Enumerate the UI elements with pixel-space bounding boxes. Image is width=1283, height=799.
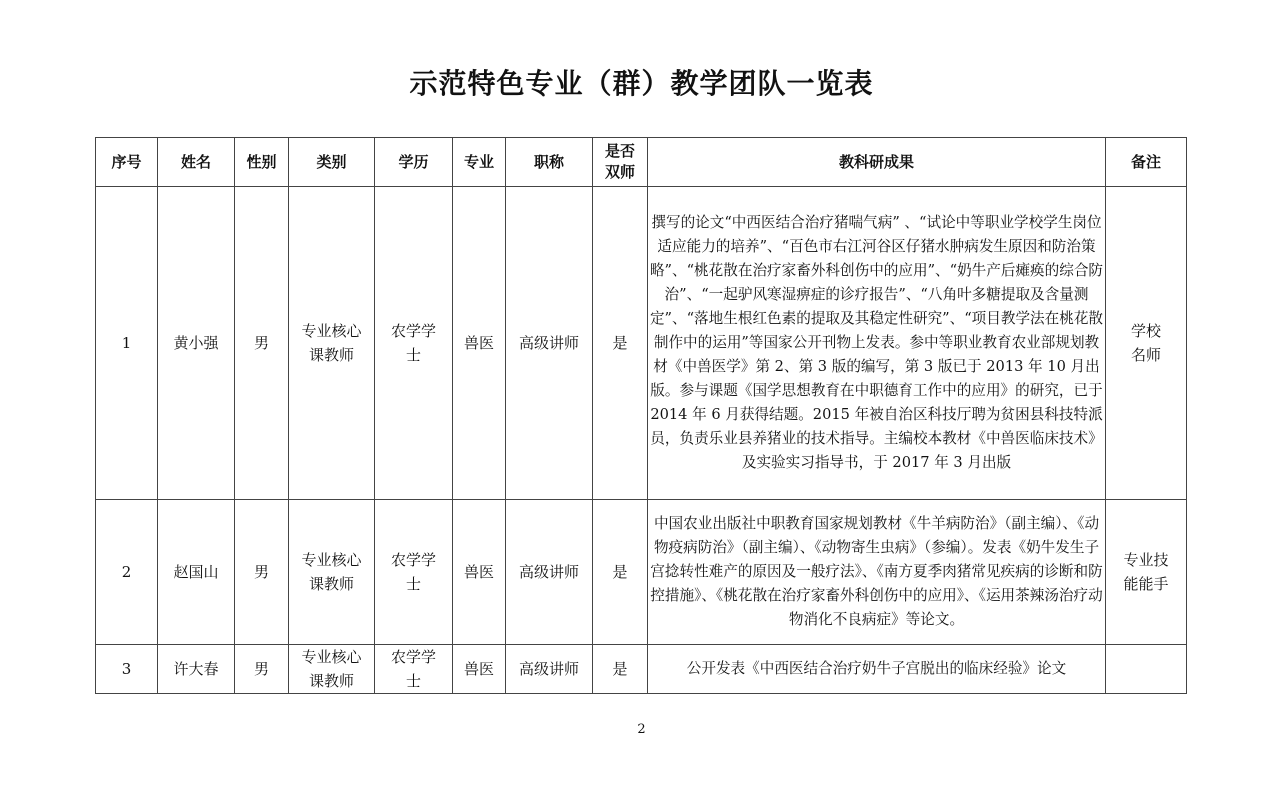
cell-remarks-line1: 专业技 — [1123, 551, 1169, 569]
header-gender: 性别 — [235, 138, 289, 187]
cell-remarks — [1106, 187, 1187, 500]
cell-achievements: 撰写的论文“中西医结合治疗猪喘气病” 、“试论中等职业学校学生岗位适应能力的培养”、“百色市右江河谷区仔猪水肿病发生原因和防治策略”、“桃花散在治疗家畜外科创伤中的应用”、“奶牛产后瘫痪的综合防治”、“一起驴风寒湿痹症的诊疗报告”、“八角叶多糖提取及含量测定”、“落地生根红色素的提取及其稳定性研究”、“项目教学法在桃花散制作中的运用”等国家公开刊物上发表。参中等职业教育农业部规划教材《中兽医学》第 2、第 3 版的编写，第 3 版已于 2013 年 10 月出版。参与课题《国学思想教育在中职德育工作中的应用》的研究，已于 2014 年 6 月获得结题。2015 年被自治区科技厅聘为贫困县科技特派员，负责乐业县养猪业的技术指导。主编校本教材《中兽医临床技术》及实验实习指导书，于 2017 年 3 月出版 — [648, 187, 1106, 500]
cell-category — [289, 187, 375, 500]
cell-name: 黄小强 — [158, 187, 235, 500]
cell-major: 兽医 — [453, 645, 506, 694]
page-number: 2 — [637, 722, 646, 737]
header-education: 学历 — [375, 138, 453, 187]
cell-category-line1: 专业核心 — [301, 551, 362, 569]
cell-education-line2: 士 — [405, 672, 421, 690]
cell-name: 许大春 — [158, 645, 235, 694]
cell-major: 兽医 — [453, 187, 506, 500]
cell-title: 高级讲师 — [506, 645, 593, 694]
table-row — [96, 187, 1187, 500]
header-title: 职称 — [506, 138, 593, 187]
cell-achievements: 公开发表《中西医结合治疗奶牛子宫脱出的临床经验》论文 — [648, 645, 1106, 694]
table-row — [96, 500, 1187, 645]
header-achievements: 教科研成果 — [648, 138, 1106, 187]
cell-gender: 男 — [235, 187, 289, 500]
teaching-team-table — [95, 137, 1187, 694]
cell-remarks — [1106, 500, 1187, 645]
header-dual-line2: 双师 — [604, 163, 635, 181]
cell-category-line1: 专业核心 — [301, 322, 362, 340]
cell-education — [375, 187, 453, 500]
header-dual-line1: 是否 — [604, 142, 635, 160]
header-category: 类别 — [289, 138, 375, 187]
cell-remarks-line2: 能能手 — [1123, 575, 1169, 593]
cell-index: 1 — [96, 187, 158, 500]
cell-category-line2: 课教师 — [308, 346, 354, 364]
cell-name: 赵国山 — [158, 500, 235, 645]
cell-major: 兽医 — [453, 500, 506, 645]
header-index: 序号 — [96, 138, 158, 187]
cell-gender: 男 — [235, 500, 289, 645]
cell-remarks — [1106, 645, 1187, 694]
cell-dual-qualified: 是 — [593, 645, 648, 694]
page-title: 示范特色专业（群）教学团队一览表 — [409, 67, 874, 100]
cell-education-line2: 士 — [405, 575, 421, 593]
header-major: 专业 — [453, 138, 506, 187]
cell-education — [375, 645, 453, 694]
cell-education — [375, 500, 453, 645]
cell-gender: 男 — [235, 645, 289, 694]
cell-index: 2 — [96, 500, 158, 645]
table-row — [96, 645, 1187, 694]
cell-category-line2: 课教师 — [308, 575, 354, 593]
header-remarks: 备注 — [1106, 138, 1187, 187]
cell-category-line2: 课教师 — [308, 672, 354, 690]
cell-category — [289, 645, 375, 694]
cell-remarks-line1: 学校 — [1130, 322, 1161, 340]
cell-index: 3 — [96, 645, 158, 694]
cell-dual-qualified: 是 — [593, 500, 648, 645]
cell-category — [289, 500, 375, 645]
cell-title: 高级讲师 — [506, 500, 593, 645]
header-name: 姓名 — [158, 138, 235, 187]
cell-achievements: 中国农业出版社中职教育国家规划教材《牛羊病防治》（副主编）、《动物疫病防治》（副主编）、《动物寄生虫病》（参编）。发表《奶牛发生子宫捻转性难产的原因及一般疗法》、《南方夏季肉猪常见疾病的诊断和防控措施》、《桃花散在治疗家畜外科创伤中的应用》、《运用茶辣汤治疗动物消化不良病症》等论文。 — [648, 500, 1106, 645]
cell-education-line1: 农学学 — [390, 648, 436, 666]
cell-education-line1: 农学学 — [390, 322, 436, 340]
cell-remarks-line2: 名师 — [1130, 346, 1161, 364]
table-header-row — [96, 138, 1187, 187]
cell-education-line1: 农学学 — [390, 551, 436, 569]
cell-category-line1: 专业核心 — [301, 648, 362, 666]
header-dual-qualified — [593, 138, 648, 187]
cell-title: 高级讲师 — [506, 187, 593, 500]
cell-education-line2: 士 — [405, 346, 421, 364]
cell-dual-qualified: 是 — [593, 187, 648, 500]
